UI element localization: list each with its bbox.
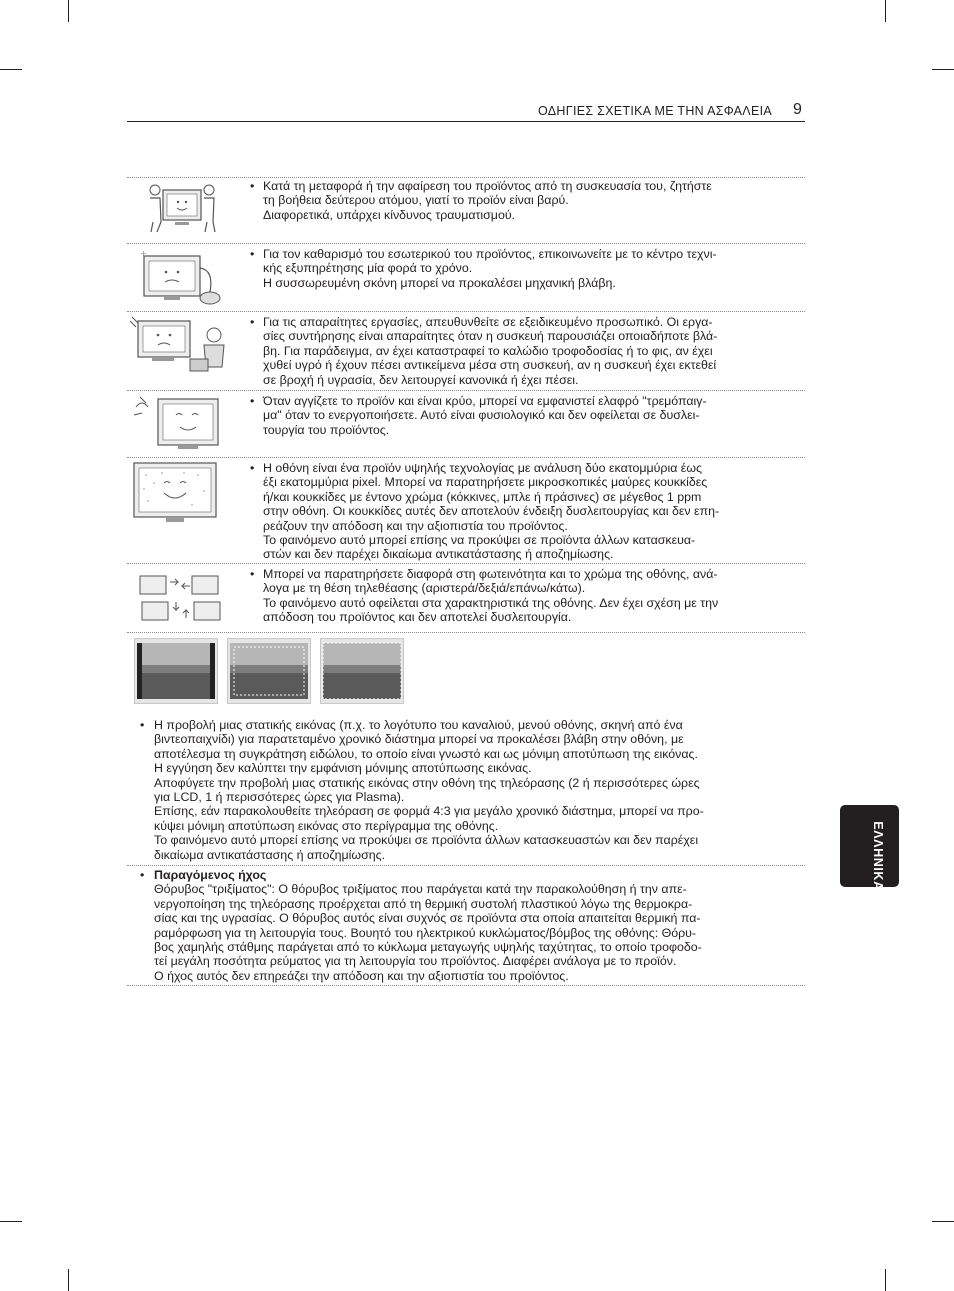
header-rule	[127, 121, 805, 122]
static-image-warning-text: Η προβολή μιας στατικής εικόνας (π.χ. το λογότυπο του καναλιού, μενού οθόνης, σκηνή από ένα βιντεοπαιχνίδι) για παρατεταμένο χρονικό διάστημα μπορεί να προκαλέσει βλάβη στην οθόνη, με αποτέλεσμα τη συγκράτηση ειδώλου, το οποίο είναι γνωστό και ως μόνιμη αποτύπωση της εικόνας. Η εγγύηση δεν καλύπτει την εμφάνιση μόνιμης αποτύπωσης εικόνας. Αποφύγετε την προβολή μιας στατικής εικόνας στην οθόνη της τηλεόρασης (2 ή περισσότερες ώρες για LCD, 1 ή περισσότερες ώρες για Plasma). Επίσης, εάν παρακολουθείτε τηλεόραση σε φορμά 4:3 για μεγάλο χρονικό διάστημα, μπορεί να προ- κύψει μόνιμη αποτύπωση εικόνας στο περίγραμμα της οθόνης. Το φαινόμενο αυτό μπορεί επίσης να προκύψει σε προϊόντα άλλων κατασκευαστών και δεν παρέχει δικαίωμα αντικατάστασης ή αποζημίωσης.	[154, 718, 704, 862]
language-tab	[840, 805, 899, 891]
crop-mark	[0, 1221, 22, 1222]
flicker-info-text: Όταν αγγίζετε το προϊόν και είναι κρύο, μπορεί να εμφανιστεί ελαφρό "τρεμόπαιγ- μα" όταν το ενεργοποιήσετε. Αυτό είναι φυσιολογικό και δεν οφείλεται σε δυσλει- τουργία του προϊόντος.	[263, 394, 707, 437]
crop-mark	[68, 0, 69, 22]
section-title: ΟΔΗΓΙΕΣ ΣΧΕΤΙΚΑ ΜΕ ΤΗΝ ΑΣΦΑΛΕΙΑ	[538, 104, 772, 118]
burn-in-example-image	[227, 638, 311, 704]
bullet: •	[250, 247, 255, 261]
sound-info-text: Παραγόμενος ήχος Θόρυβος "τριξίματος": Ο θόρυβος τριξίματος που παράγεται κατά την παρακολούθηση ή την απε- νεργοποίηση της τηλεόρασης προέρχεται από τη θερμική συστολή πλαστικού λόγω της θερμοκρα- σίας και της υγρασίας. Ο θόρυβος αυτός είναι συχνός σε προϊόντα στα οποία απαιτείται θερμική πα- ραμόρφωση για τη λειτουργία τους. Βουητό του ηλεκτρικού κυκλώματος/βόμβος της οθόνης: Θόρυ- βος χαμηλής στάθμης παράγεται από το κύκλωμα μεταγωγής υψηλής ταχύτητας, το οποίο τροφοδο- τεί μεγάλη ποσότητα ρεύματος για τη λειτουργία του προϊόντος. Διαφέρει ανάλογα με το προϊόν. Ο ήχος αυτός δεν επηρεάζει την απόδοση και την αξιοπιστία του προϊόντος.	[154, 868, 804, 983]
row-divider	[127, 865, 805, 866]
bullet: •	[250, 567, 255, 581]
row-divider	[127, 311, 805, 312]
row-divider	[127, 563, 805, 564]
row-divider	[127, 985, 805, 986]
two-people-carrying-tv-icon	[147, 182, 217, 239]
burn-in-example-image	[134, 638, 218, 704]
cleaning-advice-text: Για τον καθαρισμό του εσωτερικού του προϊόντος, επικοινωνείτε με το κέντρο τεχνι- κής εξυπηρέτησης μία φορά το χρόνο. Η συσσωρευμένη σκόνη μπορεί να προκαλέσει μηχανική βλάβη.	[263, 247, 717, 290]
trembling-tv-icon	[132, 393, 222, 460]
pixel-info-text: Η οθόνη είναι ένα προϊόν υψηλής τεχνολογίας με ανάλυση δύο εκατομμύρια έως έξι εκατομμύρια pixel. Μπορεί να παρατηρήσετε μικροσκοπικές μαύρες κουκκίδες ή/και κουκκίδες με έντονο χρώμα (κόκκινες, μπλε ή πράσινες) σε μέγεθος 1 ppm στην οθόνη. Οι κουκκίδες αυτές δεν αποτελούν ένδειξη δυσλειτουργίας και δεν επη- ρεάζουν την απόδοση και την αξιοπιστία του προϊόντος. Το φαινόμενο αυτό μπορεί επίσης να προκύψει σε προϊόντα άλλων κατασκευα- στών και δεν παρέχει δικαίωμα αντικατάστασης ή αποζημίωσης.	[263, 461, 720, 562]
page-number: 9	[793, 101, 802, 118]
crop-mark	[932, 69, 954, 70]
row-divider	[127, 243, 805, 244]
bullet: •	[140, 868, 145, 882]
bullet: •	[250, 394, 255, 408]
row-divider	[127, 632, 805, 633]
crop-mark	[68, 1269, 69, 1291]
row-divider	[127, 390, 805, 391]
bullet: •	[250, 461, 255, 475]
crop-mark	[0, 69, 22, 70]
bullet: •	[250, 179, 255, 193]
viewing-angle-text: Μπορεί να παρατηρήσετε διαφορά στη φωτεινότητα και το χρώμα της οθόνης, ανά- λογα με τη θέση τηλεθέασης (αριστερά/δεξιά/επάνω/κάτω). Το φαινόμενο αυτό οφείλεται στα χαρακτηριστικά της οθόνης. Δεν έχει σχέση με την απόδοση του προϊόντος και δεν αποτελεί δυσλειτουργία.	[263, 567, 719, 625]
carrying-warning-text: Κατά τη μεταφορά ή την αφαίρεση του προϊόντος από τη συσκευασία του, ζητήστε τη βοήθεια δεύτερου ατόμου, γιατί το προϊόν είναι βαρύ. Διαφορετικά, υπάρχει κίνδυνος τραυματισμού.	[263, 179, 712, 222]
language-tab-label: ΕΛΛΗΝΙΚΑ	[871, 821, 885, 891]
tv-viewing-angles-icon	[134, 572, 226, 631]
bullet: •	[140, 718, 145, 732]
service-advice-text: Για τις απαραίτητες εργασίες, απευθυνθείτε σε εξειδικευμένο προσωπικό. Οι εργα- σίες συντήρησης είναι απαραίτητες όταν η συσκευή παρουσιάζει οποιαδήποτε βλά- βη. Για παράδειγμα, αν έχει καταστραφεί το καλώδιο τροφοδοσίας ή το φις, αν έχει χυθεί υγρό ή έχουν πέσει αντικείμενα μέσα στη συσκευή, αν η συσκευή έχει εκτεθεί σε βροχή ή υγρασία, δεν λειτουργεί κανονικά ή έχει πέσει.	[263, 315, 718, 387]
burn-in-example-image	[320, 638, 404, 704]
bullet: •	[250, 315, 255, 329]
tv-pixel-dots-icon	[132, 461, 218, 532]
tv-vacuum-cleaner-icon	[138, 248, 226, 313]
sound-heading: Παραγόμενος ήχος	[154, 868, 267, 882]
tv-technician-icon	[128, 315, 238, 382]
crop-mark	[885, 0, 886, 22]
row-divider	[127, 177, 805, 178]
row-divider	[127, 457, 805, 458]
crop-mark	[932, 1221, 954, 1222]
crop-mark	[885, 1269, 886, 1291]
svg-text:+: +	[140, 249, 147, 258]
